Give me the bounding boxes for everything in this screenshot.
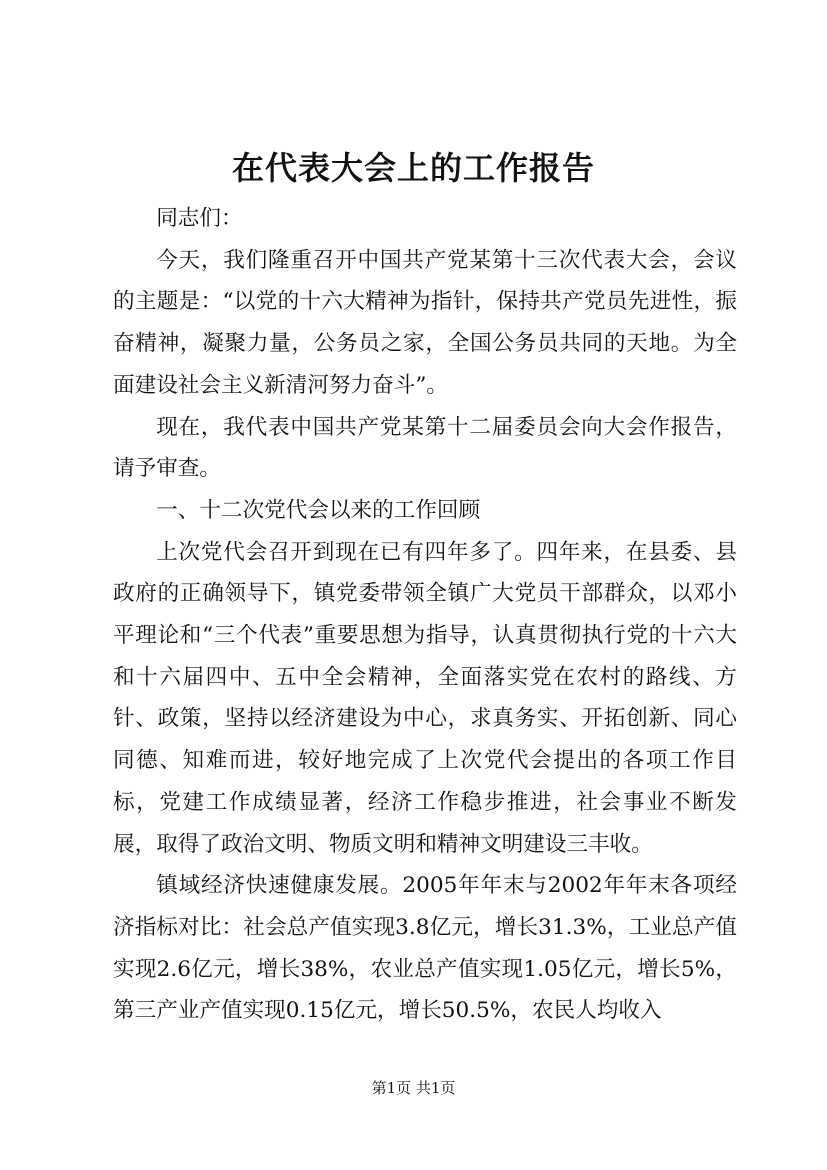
document-title: 在代表大会上的工作报告 xyxy=(231,149,595,187)
section-heading: 一、十二次党代会以来的工作回顾 xyxy=(156,497,481,523)
paragraph-report-request: 现在，我代表中国共产党某第十二届委员会向大会作报告，请予审查。 xyxy=(113,414,737,482)
paragraph-economy: 镇域经济快速健康发展。2005年年末与2002年年末各项经济指标对比：社会总产值实现3.8亿元，增长31.3%，工业总产值实现2.6亿元，增长38%，农业总产值实现1.05亿元，增长5%，第三产业产值实现0.15亿元，增长50.5%，农民人均收入 xyxy=(113,873,737,1024)
document-body xyxy=(113,198,737,1032)
paragraph-review: 上次党代会召开到现在已有四年多了。四年来，在县委、县政府的正确领导下，镇党委带领全镇广大党员干部群众，以邓小平理论和“三个代表”重要思想为指导，认真贯彻执行党的十六大和十六届四中、五中全会精神，全面落实党在农村的路线、方针、政策，坚持以经济建设为中心，求真务实、开拓创新、同心同德、知难而进，较好地完成了上次党代会提出的各项工作目标，党建工作成绩显著，经济工作稳步推进，社会事业不断发展，取得了政治文明、物质文明和精神文明建设三丰收。 xyxy=(113,539,737,857)
page-footer: 第1页 共1页 xyxy=(371,1079,456,1097)
paragraph-opening: 今天，我们隆重召开中国共产党某第十三次代表大会，会议的主题是：“以党的十六大精神为指针，保持共产党员先进性，振奋精神，凝聚力量，公务员之家，全国公务员共同的天地。为全面建设社会主义新清河努力奋斗”。 xyxy=(113,247,737,398)
paragraph-salutation: 同志们： xyxy=(156,206,243,231)
